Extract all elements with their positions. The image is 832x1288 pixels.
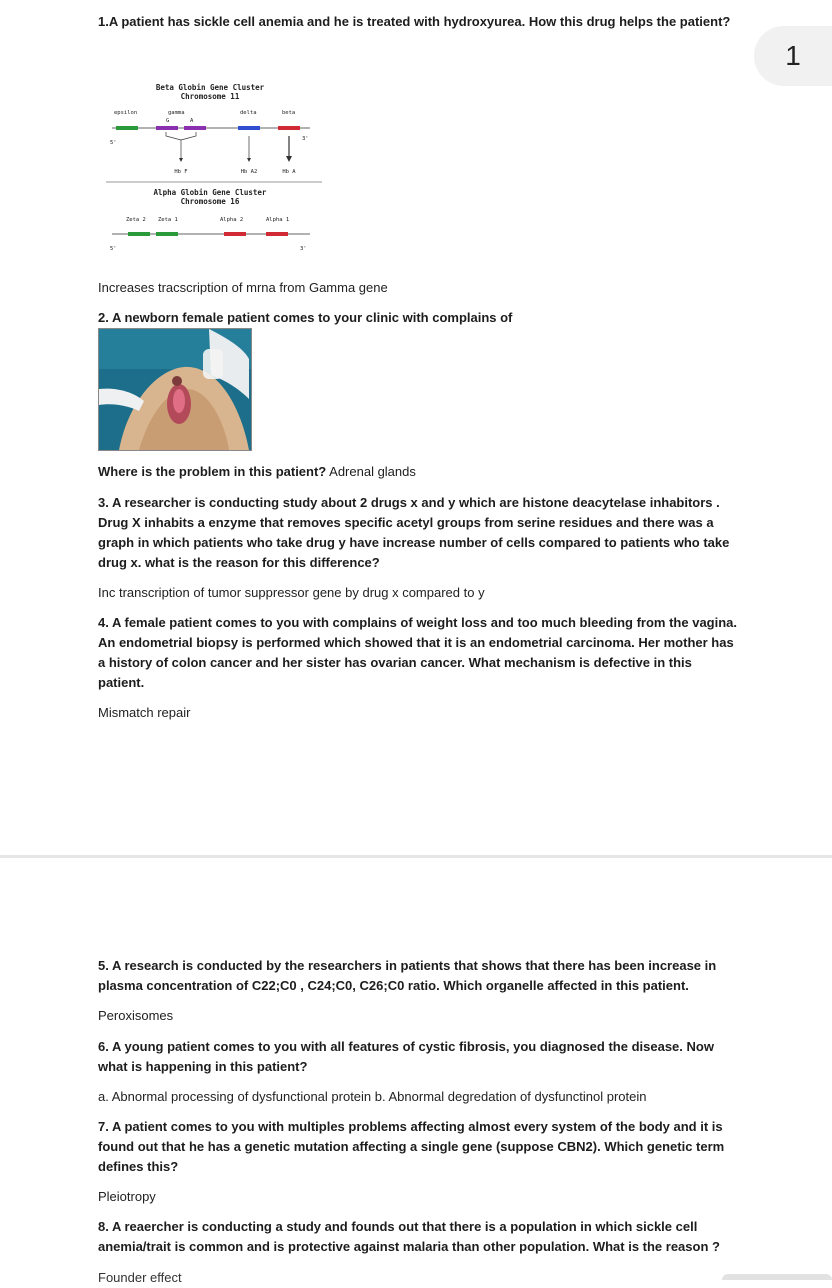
answer-8: Founder effect <box>98 1270 182 1285</box>
question-7: 7. A patient comes to you with multiples problems affecting almost every system of the body and it is found out that he has a genetic mutation affecting a single gene (suppose CBN2). Which genetic term defines this? <box>98 1119 725 1174</box>
delta-label: delta <box>240 110 257 116</box>
question-6: 6. A young patient comes to you with all features of cystic fibrosis, you diagnosed the disease. Now what is happening in this patient? <box>98 1039 714 1074</box>
question-2-followup <box>98 462 738 482</box>
answer-1: Increases tracscription of mrna from Gamma gene <box>98 280 388 295</box>
zeta2-gene <box>128 232 150 236</box>
gamma-g-gene <box>156 126 178 130</box>
gamma-a-label: A <box>190 118 194 124</box>
clinical-photo <box>98 328 252 451</box>
question-2: 2. A newborn female patient comes to your clinic with complains of <box>98 310 513 325</box>
zeta1-label: Zeta 1 <box>158 217 178 223</box>
question-1: 1.A patient has sickle cell anemia and he is treated with hydroxyurea. How this drug helps the patient? <box>98 14 731 29</box>
beta-cluster-title: Beta Globin Gene Cluster <box>155 83 265 92</box>
question-5: 5. A research is conducted by the researchers in patients that shows that there has been increase in plasma concentration of C22;C0 , C24;C0, C26;C0 ratio. Which organelle affected in this patient. <box>98 958 717 993</box>
alpha-cluster-chromosome: Chromosome 16 <box>180 197 240 206</box>
globin-gene-cluster-diagram <box>98 78 330 268</box>
scroll-indicator[interactable] <box>722 1274 832 1280</box>
alpha1-gene <box>266 232 288 236</box>
beta-five-prime: 5' <box>110 140 117 146</box>
page-number-badge: 1 <box>754 26 832 86</box>
zeta2-label: Zeta 2 <box>126 217 146 223</box>
gamma-a-gene <box>184 126 206 130</box>
alpha-five-prime: 5' <box>110 246 117 252</box>
question-2-followup-answer: Adrenal glands <box>326 464 416 479</box>
beta-cluster-chromosome: Chromosome 11 <box>180 92 240 101</box>
alpha-three-prime: 3' <box>300 246 307 252</box>
beta-gene <box>278 126 300 130</box>
question-8: 8. A reaercher is conducting a study and founds out that there is a population in which sickle cell anemia/trait is common and is protective against malaria than other population. What is the reason ? <box>98 1219 720 1254</box>
answer-4: Mismatch repair <box>98 705 191 720</box>
answer-5: Peroxisomes <box>98 1008 174 1023</box>
question-4: 4. A female patient comes to you with complains of weight loss and too much bleeding from the vagina. An endometrial biopsy is performed which showed that it is an endometrial carcinoma. Her mother has a history of colon cancer and her sister has ovarian cancer. What mechanism is defective in this patient. <box>98 615 738 690</box>
beta-three-prime: 3' <box>302 136 309 142</box>
epsilon-gene <box>116 126 138 130</box>
hba2-label: Hb A2 <box>240 169 258 175</box>
epsilon-label: epsilon <box>114 110 138 116</box>
gamma-g-label: G <box>166 118 170 124</box>
question-3: 3. A researcher is conducting study about 2 drugs x and y which are histone deacytelase inhabitors . Drug X inhabits a enzyme that removes specific acetyl groups from serine residues and there was a graph in which patients who take drug y have increase number of cells compared to patients who take drug x. what is the reason for this difference? <box>98 495 730 570</box>
alpha1-label: Alpha 1 <box>266 217 290 223</box>
alpha2-label: Alpha 2 <box>220 217 244 223</box>
hba-label: Hb A <box>282 169 296 175</box>
zeta1-gene <box>156 232 178 236</box>
answer-7: Pleiotropy <box>98 1189 156 1204</box>
gamma-label: gamma <box>168 110 185 116</box>
question-2-followup-question: Where is the problem in this patient? <box>98 464 327 479</box>
hbf-label: Hb F <box>174 169 188 175</box>
beta-label: beta <box>282 110 296 116</box>
alpha2-gene <box>224 232 246 236</box>
answer-3: Inc transcription of tumor suppressor gene by drug x compared to y <box>98 585 485 600</box>
alpha-cluster-title: Alpha Globin Gene Cluster <box>153 188 267 197</box>
answer-6: a. Abnormal processing of dysfunctional protein b. Abnormal degredation of dysfunctinol protein <box>98 1089 647 1104</box>
delta-gene <box>238 126 260 130</box>
